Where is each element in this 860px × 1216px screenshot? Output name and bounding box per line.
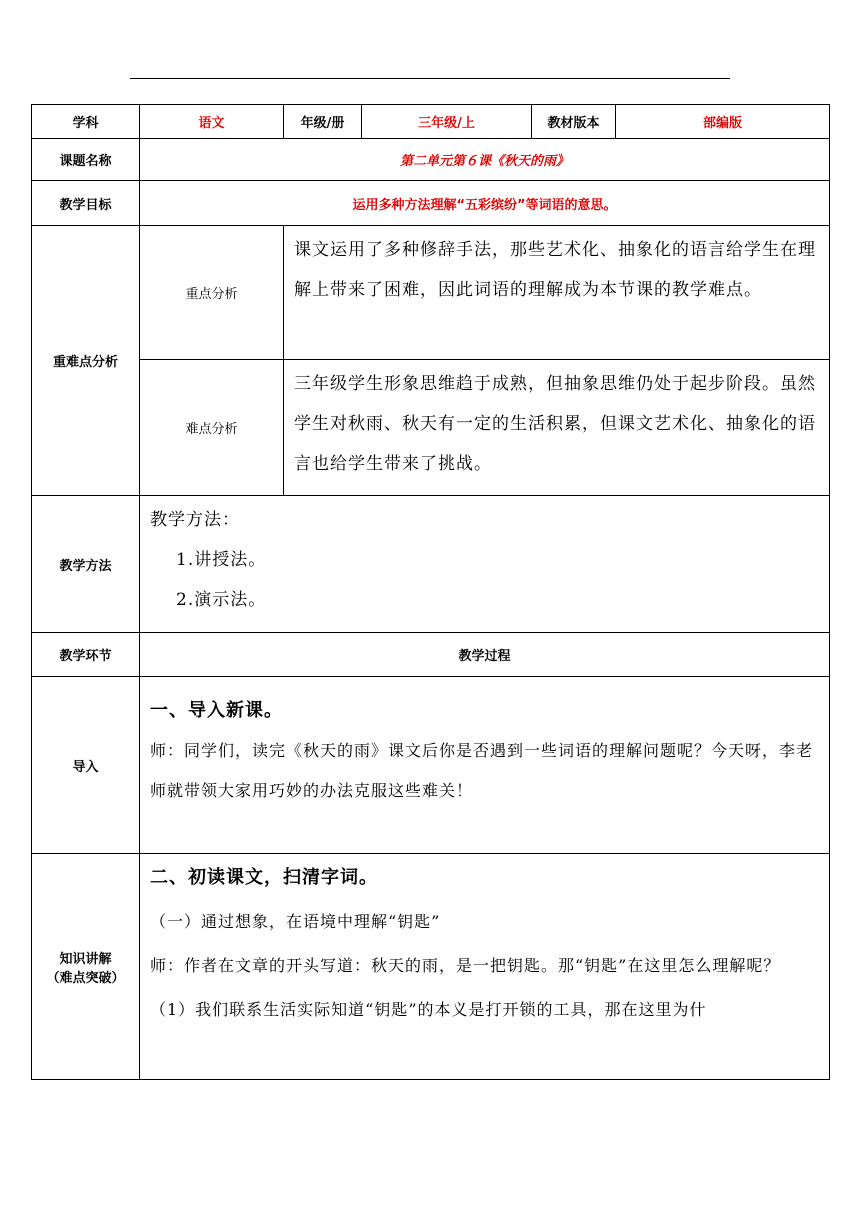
grade-label: 年级/册 <box>284 105 362 139</box>
intro-text: 师：同学们，读完《秋天的雨》课文后你是否遇到一些词语的理解问题呢？今天呀，李老师就带领大家用巧妙的办法克服这些难关！ <box>150 741 814 800</box>
title-label: 课题名称 <box>32 139 140 181</box>
knowledge-text-1: 师：作者在文章的开头写道：秋天的雨，是一把钥匙。那“钥匙”在这里怎么理解呢？ <box>150 956 781 975</box>
method-row <box>32 496 830 633</box>
knowledge-label-line1: 知识讲解 <box>59 951 112 967</box>
hard-analysis-text: 三年级学生形象思维趋于成熟，但抽象思维仍处于起步阶段。虽然学生对秋雨、秋天有一定的生活积累，但课文艺术化、抽象化的语言也给学生带来了挑战。 <box>294 374 816 474</box>
key-analysis-label: 重点分析 <box>140 226 284 360</box>
hard-analysis-label: 难点分析 <box>140 360 284 496</box>
header-row <box>32 105 830 139</box>
knowledge-heading: 二、初读课文，扫清字词。 <box>150 867 378 888</box>
edition-label: 教材版本 <box>532 105 616 139</box>
intro-heading: 一、导入新课。 <box>150 700 283 721</box>
knowledge-subheading: （一）通过想象，在语境中理解“钥匙” <box>150 912 441 931</box>
method-intro: 教学方法： <box>150 510 240 530</box>
subject-label: 学科 <box>32 105 140 139</box>
method-item-2: 2.演示法。 <box>176 590 267 610</box>
intro-content <box>140 677 829 815</box>
process-step-label: 教学环节 <box>32 633 140 677</box>
intro-row <box>32 677 830 854</box>
goal-row <box>32 181 830 226</box>
method-content <box>140 496 829 624</box>
method-label: 教学方法 <box>32 496 140 633</box>
intro-label: 导入 <box>32 677 140 854</box>
knowledge-content <box>140 854 829 1036</box>
knowledge-row <box>32 854 830 1080</box>
goal-label: 教学目标 <box>32 181 140 226</box>
knowledge-text-2: （1）我们联系生活实际知道“钥匙”的本义是打开锁的工具，那在这里为什 <box>150 1000 707 1019</box>
edition-value: 部编版 <box>616 105 830 139</box>
method-item-1: 1.讲授法。 <box>176 550 267 570</box>
hard-analysis-row <box>32 360 830 496</box>
process-header-row <box>32 633 830 677</box>
key-analysis-row <box>32 226 830 360</box>
title-row <box>32 139 830 181</box>
key-analysis-text: 课文运用了多种修辞手法，那些艺术化、抽象化的语言给学生在理解上带来了困难，因此词语的理解成为本节课的教学难点。 <box>294 240 816 300</box>
goal-value: 运用多种方法理解“五彩缤纷”等词语的意思。 <box>140 181 830 226</box>
title-value: 第二单元第６课《秋天的雨》 <box>140 139 830 181</box>
header-rule <box>130 78 730 79</box>
process-label: 教学过程 <box>140 633 830 677</box>
difficulty-label: 重难点分析 <box>32 226 140 496</box>
lesson-plan-table <box>31 104 830 1080</box>
knowledge-label <box>32 854 140 1080</box>
subject-value: 语文 <box>140 105 284 139</box>
grade-value: 三年级/上 <box>362 105 532 139</box>
knowledge-label-line2: （难点突破） <box>46 970 125 986</box>
